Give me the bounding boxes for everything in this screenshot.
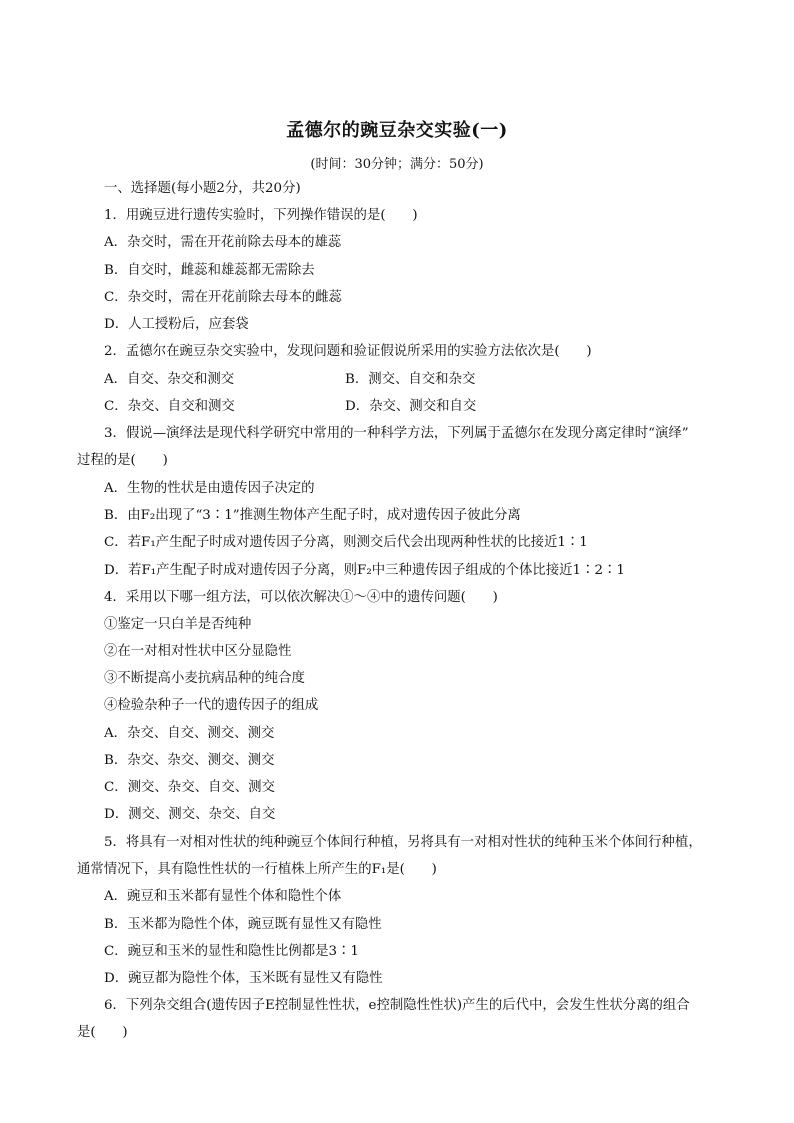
q1-stem: 1．用豌豆进行遗传实验时，下列操作错误的是( ) — [104, 208, 418, 223]
q4-stem: 4．采用以下哪一组方法，可以依次解决①～④中的遗传问题( ) — [104, 590, 498, 605]
page-title: 孟德尔的豌豆杂交实验(一) — [286, 120, 508, 141]
q5-stem-line1: 5．将具有一对相对性状的纯种豌豆个体间行种植，另将具有一对相对性状的纯种玉米个体间行种植， — [104, 835, 702, 850]
q3-option-b: B．由F₂出现了“3∶1”推测生物体产生配子时，成对遗传因子彼此分离 — [104, 508, 521, 523]
q4-item-3: ③不断提高小麦抗病品种的纯合度 — [104, 671, 305, 686]
q6-stem-line1: 6．下列杂交组合(遗传因子E控制显性性状，e控制隐性性状)产生的后代中，会发生性状分离的组合 — [104, 998, 690, 1013]
section-heading: 一、选择题(每小题2分，共20分) — [104, 181, 301, 196]
q5-option-c: C．豌豆和玉米的显性和隐性比例都是3∶1 — [104, 944, 359, 959]
q2-option-c: C．杂交、自交和测交 — [104, 399, 235, 414]
q3-option-d: D．若F₁产生配子时成对遗传因子分离，则F₂中三种遗传因子组成的个体比接近1∶2∶1 — [104, 563, 625, 578]
q3-stem-line2: 过程的是( ) — [77, 453, 168, 468]
q3-option-c: C．若F₁产生配子时成对遗传因子分离，则测交后代会出现两种性状的比接近1∶1 — [104, 535, 588, 550]
q4-item-4: ④检验杂种子一代的遗传因子的组成 — [104, 698, 319, 713]
q4-option-d: D．测交、测交、杂交、自交 — [104, 807, 276, 822]
page-subtitle: (时间：30分钟；满分：50分) — [310, 157, 484, 172]
q6-stem-line2: 是( ) — [77, 1025, 128, 1040]
q2-stem: 2．孟德尔在豌豆杂交实验中，发现问题和验证假说所采用的实验方法依次是( ) — [104, 344, 592, 359]
q1-option-d: D．人工授粉后，应套袋 — [104, 317, 249, 332]
q3-option-a: A．生物的性状是由遗传因子决定的 — [104, 481, 315, 496]
q1-option-b: B．自交时，雌蕊和雄蕊都无需除去 — [104, 263, 315, 278]
q5-option-b: B．玉米都为隐性个体，豌豆既有显性又有隐性 — [104, 917, 382, 932]
q4-item-2: ②在一对相对性状中区分显隐性 — [104, 644, 292, 659]
q2-option-d: D．杂交、测交和自交 — [345, 399, 477, 414]
q2-option-a: A．自交、杂交和测交 — [104, 372, 235, 387]
q2-option-b: B．测交、自交和杂交 — [345, 372, 476, 387]
q1-option-c: C．杂交时，需在开花前除去母本的雌蕊 — [104, 290, 342, 305]
q4-option-b: B．杂交、杂交、测交、测交 — [104, 753, 275, 768]
q4-option-a: A．杂交、自交、测交、测交 — [104, 726, 275, 741]
q3-stem-line1: 3．假说—演绎法是现代科学研究中常用的一种科学方法，下列属于孟德尔在发现分离定律时“演绎” — [104, 426, 689, 441]
q1-option-a: A．杂交时，需在开花前除去母本的雄蕊 — [104, 235, 342, 250]
q5-stem-line2: 通常情况下，具有隐性性状的一行植株上所产生的F₁是( ) — [77, 862, 437, 877]
q4-item-1: ①鉴定一只白羊是否纯种 — [104, 617, 252, 632]
q5-option-d: D．豌豆都为隐性个体，玉米既有显性又有隐性 — [104, 971, 383, 986]
q5-option-a: A．豌豆和玉米都有显性个体和隐性个体 — [104, 889, 342, 904]
q4-option-c: C．测交、杂交、自交、测交 — [104, 780, 275, 795]
